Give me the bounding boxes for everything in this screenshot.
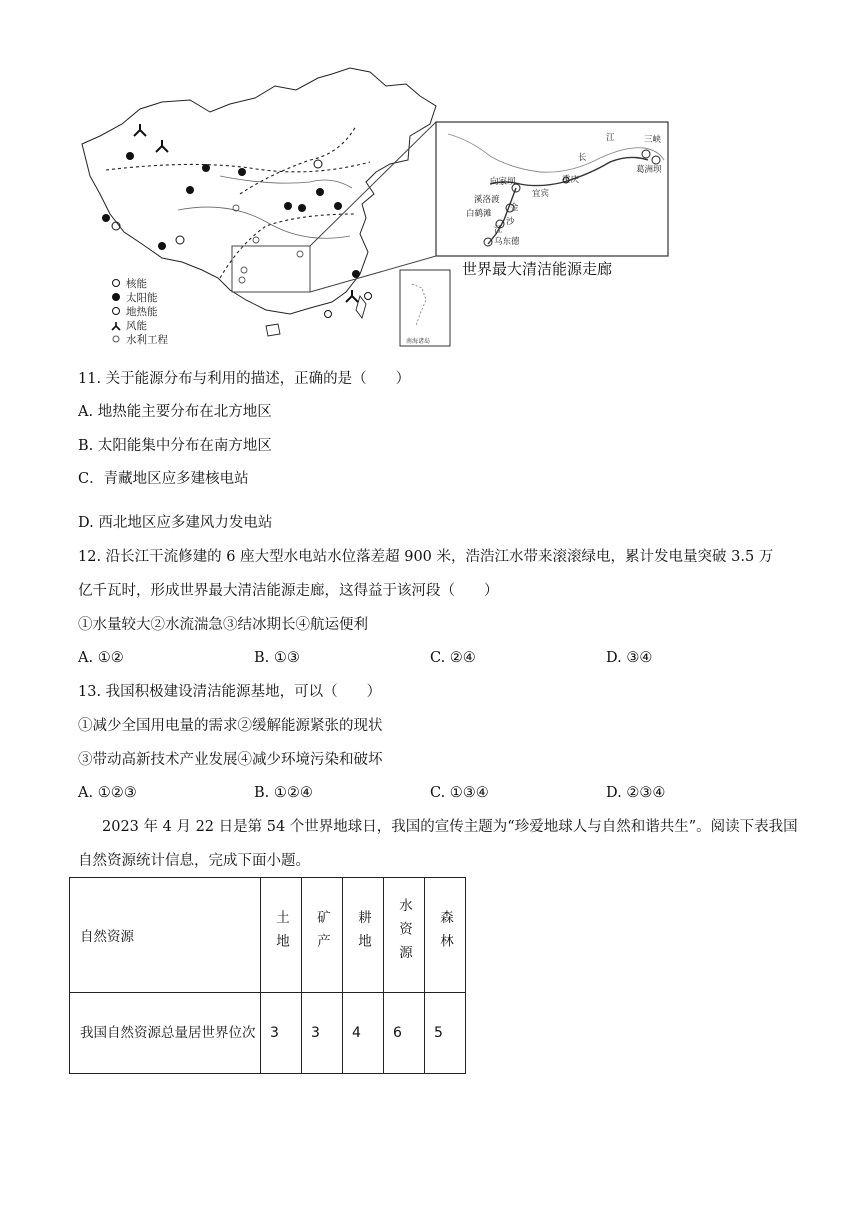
table-col-minerals: 矿产 [302, 878, 343, 993]
question-11-option-d: D. 西北地区应多建风力发电站 [78, 515, 273, 531]
svg-text:宜宾: 宜宾 [532, 189, 550, 199]
nuclear-icons [325, 293, 372, 318]
geothermal-icons [112, 160, 322, 244]
intro-text: 2023 年 4 月 22 日是第 54 个世界地球日，我国的宣传主题为“珍爱地球人与自然和谐共生”。阅读下表我国自然资源统计信息，完成下面小题。 [78, 819, 798, 869]
inset-caption: 世界最大清洁能源走廊 [462, 260, 613, 278]
question-13-option-d: D. ②③④ [606, 785, 666, 801]
table-cell-land: 3 [261, 993, 302, 1074]
legend-solar: 太阳能 [126, 292, 158, 304]
svg-text:向家坝: 向家坝 [490, 177, 516, 187]
question-13-option-a: A. ①②③ [78, 785, 137, 801]
corridor-inset [436, 122, 668, 256]
svg-text:江: 江 [494, 225, 503, 235]
question-12-option-d: D. ③④ [606, 650, 653, 666]
question-11-option-c: C．青藏地区应多建核电站 [78, 471, 249, 487]
table-cell-forest: 5 [425, 993, 466, 1074]
china-energy-map [70, 64, 680, 354]
question-13-option-b: B. ①②④ [254, 785, 313, 801]
question-11-stem: 11. 关于能源分布与利用的描述，正确的是（ ） [78, 371, 411, 387]
svg-text:乌东德: 乌东德 [494, 237, 520, 247]
question-12-option-b: B. ①③ [254, 650, 300, 666]
table-col-forest: 森林 [425, 878, 466, 993]
hydro-icons [233, 205, 303, 283]
legend-nuclear: 核能 [126, 278, 147, 290]
question-12-stem-line2: 亿千瓦时，形成世界最大清洁能源走廊，这得益于该河段（ ） [78, 583, 499, 599]
energy-map-figure [70, 64, 680, 354]
question-11-option-a: A. 地热能主要分布在北方地区 [78, 404, 272, 420]
table-col-water: 水资源 [384, 878, 425, 993]
intro-paragraph [78, 810, 798, 878]
svg-text:金: 金 [510, 203, 519, 213]
table-cell-farmland: 4 [343, 993, 384, 1074]
legend-hydro: 水利工程 [126, 334, 168, 346]
question-13-stem: 13. 我国积极建设清洁能源基地，可以（ ） [78, 684, 382, 700]
table-header-label: 自然资源 [70, 878, 261, 993]
question-12-option-c: C. ②④ [430, 650, 476, 666]
svg-text:葛洲坝: 葛洲坝 [636, 165, 662, 175]
table-col-land: 土地 [261, 878, 302, 993]
svg-text:江: 江 [606, 133, 615, 143]
table-cell-minerals: 3 [302, 993, 343, 1074]
svg-text:沙: 沙 [506, 217, 515, 227]
question-12-option-a: A. ①② [78, 650, 124, 666]
legend-geothermal: 地热能 [126, 306, 158, 318]
question-11-option-b: B. 太阳能集中分布在南方地区 [78, 438, 272, 454]
south-sea-label: 南海诸岛 [406, 338, 431, 345]
table-header-row [70, 878, 466, 993]
table-row [70, 993, 466, 1074]
question-12-stem-line1: 12. 沿长江干流修建的 6 座大型水电站水位落差超 900 米，浩浩江水带来滚滚绿电，累计发电量突破 3.5 万 [78, 549, 774, 565]
svg-text:溪洛渡: 溪洛渡 [474, 195, 500, 205]
svg-text:长: 长 [578, 153, 587, 163]
table-row-label: 我国自然资源总量居世界位次 [70, 993, 261, 1074]
question-13-option-c: C. ①③④ [430, 785, 489, 801]
question-13-statements-1: ①减少全国用电量的需求②缓解能源紧张的现状 [78, 718, 383, 734]
table-cell-water: 6 [384, 993, 425, 1074]
legend-wind: 风能 [126, 320, 147, 332]
resource-table [69, 877, 466, 1074]
table-col-farmland: 耕地 [343, 878, 384, 993]
svg-text:白鹤滩: 白鹤滩 [466, 209, 492, 219]
svg-text:三峡: 三峡 [644, 135, 662, 145]
svg-text:重庆: 重庆 [562, 175, 580, 185]
map-legend [112, 277, 168, 346]
question-12-statements: ①水量较大②水流湍急③结冰期长④航运便利 [78, 617, 368, 633]
question-13-statements-2: ③带动高新技术产业发展④减少环境污染和破坏 [78, 752, 383, 768]
